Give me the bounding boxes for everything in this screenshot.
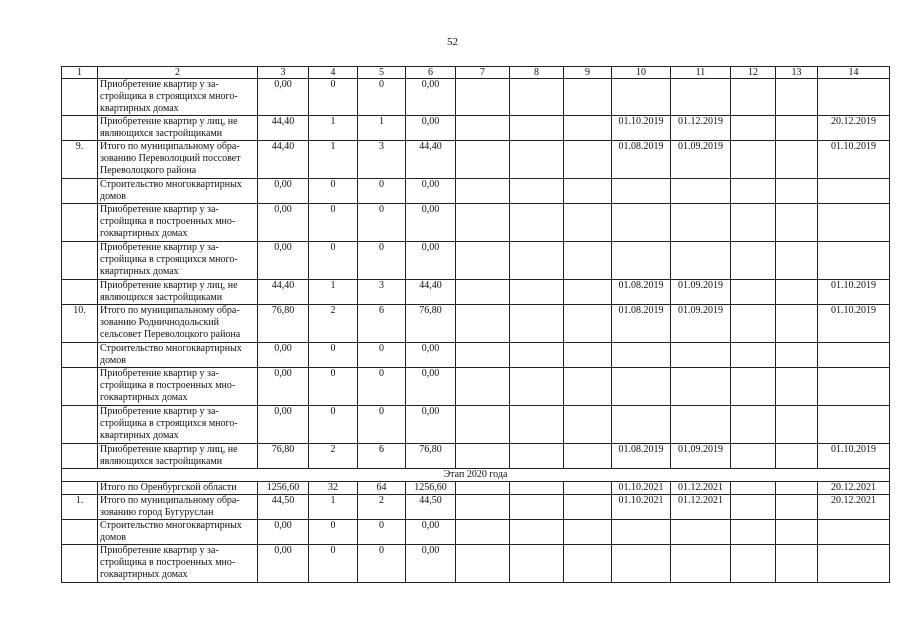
col-12-cell — [731, 305, 776, 343]
col-5-cell: 3 — [358, 141, 406, 179]
header-cell: 14 — [818, 67, 890, 79]
item-name-cell: Строительство многоквартирных домов — [98, 179, 258, 204]
col-10-cell — [612, 343, 671, 368]
col-7-cell — [456, 482, 510, 495]
col-3-cell: 0,00 — [258, 406, 309, 444]
col-12-cell — [731, 280, 776, 305]
col-4-cell: 1 — [309, 116, 358, 141]
item-name-cell: Приобретение квартир у за-стройщика в строящихся много-квартирных домах — [98, 406, 258, 444]
col-10-cell — [612, 204, 671, 242]
col-9-cell — [564, 444, 612, 469]
col-7-cell — [456, 116, 510, 141]
col-14-cell — [818, 545, 890, 583]
col-11-cell — [671, 343, 731, 368]
col-3-cell: 44,40 — [258, 280, 309, 305]
col-5-cell: 1 — [358, 116, 406, 141]
table-row — [62, 343, 890, 368]
col-9-cell — [564, 368, 612, 406]
col-13-cell — [776, 305, 818, 343]
header-cell: 3 — [258, 67, 309, 79]
item-name-cell: Приобретение квартир у за-стройщика в строящихся много-квартирных домах — [98, 242, 258, 280]
col-8-cell — [510, 545, 564, 583]
header-row — [62, 67, 890, 79]
col-5-cell: 0 — [358, 179, 406, 204]
col-4-cell: 2 — [309, 444, 358, 469]
col-9-cell — [564, 343, 612, 368]
col-8-cell — [510, 204, 564, 242]
item-name-cell: Строительство многоквартирных домов — [98, 520, 258, 545]
table-row — [62, 482, 890, 495]
col-8-cell — [510, 305, 564, 343]
item-name-cell: Итого по муниципальному обра-зованию Переволоцкий поссовет Переволоцкого района — [98, 141, 258, 179]
item-name-cell: Приобретение квартир у за-стройщика в построенных мно-гоквартирных домах — [98, 368, 258, 406]
table-row — [62, 495, 890, 520]
col-14-cell: 20.12.2019 — [818, 116, 890, 141]
col-6-cell: 1256,60 — [406, 482, 456, 495]
col-5-cell: 0 — [358, 368, 406, 406]
col-10-cell: 01.10.2021 — [612, 482, 671, 495]
col-12-cell — [731, 204, 776, 242]
col-6-cell: 76,80 — [406, 444, 456, 469]
col-6-cell: 0,00 — [406, 79, 456, 116]
row-number-cell — [62, 79, 98, 116]
col-11-cell — [671, 242, 731, 280]
col-12-cell — [731, 343, 776, 368]
col-14-cell: 20.12.2021 — [818, 482, 890, 495]
col-4-cell: 0 — [309, 179, 358, 204]
col-10-cell: 01.08.2019 — [612, 305, 671, 343]
table-row — [62, 368, 890, 406]
row-number-cell — [62, 368, 98, 406]
col-12-cell — [731, 141, 776, 179]
col-11-cell: 01.12.2019 — [671, 116, 731, 141]
col-13-cell — [776, 495, 818, 520]
col-7-cell — [456, 406, 510, 444]
col-12-cell — [731, 545, 776, 583]
row-number-cell — [62, 444, 98, 469]
item-name-cell: Итого по Оренбургской области — [98, 482, 258, 495]
table-row — [62, 242, 890, 280]
header-cell: 9 — [564, 67, 612, 79]
col-9-cell — [564, 280, 612, 305]
col-5-cell: 6 — [358, 444, 406, 469]
col-8-cell — [510, 406, 564, 444]
table-body — [62, 79, 890, 583]
col-12-cell — [731, 179, 776, 204]
col-9-cell — [564, 545, 612, 583]
col-13-cell — [776, 545, 818, 583]
col-8-cell — [510, 520, 564, 545]
row-number-cell — [62, 406, 98, 444]
col-11-cell — [671, 204, 731, 242]
col-10-cell: 01.08.2019 — [612, 444, 671, 469]
table-row — [62, 179, 890, 204]
col-6-cell: 0,00 — [406, 406, 456, 444]
col-4-cell: 0 — [309, 204, 358, 242]
col-8-cell — [510, 116, 564, 141]
header-cell: 4 — [309, 67, 358, 79]
col-13-cell — [776, 179, 818, 204]
col-11-cell: 01.09.2019 — [671, 141, 731, 179]
row-number-cell — [62, 520, 98, 545]
col-12-cell — [731, 368, 776, 406]
col-7-cell — [456, 545, 510, 583]
col-8-cell — [510, 79, 564, 116]
col-14-cell: 01.10.2019 — [818, 280, 890, 305]
col-11-cell: 01.12.2021 — [671, 495, 731, 520]
col-3-cell: 44,40 — [258, 141, 309, 179]
col-11-cell — [671, 368, 731, 406]
col-14-cell — [818, 242, 890, 280]
col-10-cell: 01.10.2019 — [612, 116, 671, 141]
table-row — [62, 141, 890, 179]
col-7-cell — [456, 141, 510, 179]
item-name-cell: Приобретение квартир у за-стройщика в строящихся много-квартирных домах — [98, 79, 258, 116]
col-4-cell: 0 — [309, 545, 358, 583]
col-4-cell: 1 — [309, 495, 358, 520]
col-8-cell — [510, 179, 564, 204]
col-14-cell: 20.12.2021 — [818, 495, 890, 520]
col-6-cell: 0,00 — [406, 242, 456, 280]
table-row — [62, 79, 890, 116]
col-4-cell: 2 — [309, 305, 358, 343]
col-14-cell: 01.10.2019 — [818, 141, 890, 179]
item-name-cell: Приобретение квартир у лиц, не являющихся застройщиками — [98, 444, 258, 469]
header-cell: 10 — [612, 67, 671, 79]
col-9-cell — [564, 179, 612, 204]
col-4-cell: 1 — [309, 280, 358, 305]
table-row — [62, 520, 890, 545]
row-number-cell — [62, 242, 98, 280]
col-6-cell: 44,40 — [406, 141, 456, 179]
col-10-cell — [612, 368, 671, 406]
col-8-cell — [510, 444, 564, 469]
col-5-cell: 0 — [358, 343, 406, 368]
col-3-cell: 76,80 — [258, 305, 309, 343]
table-row — [62, 305, 890, 343]
col-11-cell — [671, 406, 731, 444]
col-14-cell — [818, 79, 890, 116]
col-7-cell — [456, 305, 510, 343]
col-4-cell: 0 — [309, 520, 358, 545]
col-12-cell — [731, 242, 776, 280]
row-number-cell — [62, 204, 98, 242]
col-9-cell — [564, 116, 612, 141]
col-4-cell: 0 — [309, 242, 358, 280]
col-10-cell: 01.08.2019 — [612, 141, 671, 179]
col-4-cell: 0 — [309, 406, 358, 444]
col-6-cell: 0,00 — [406, 343, 456, 368]
col-13-cell — [776, 79, 818, 116]
col-12-cell — [731, 520, 776, 545]
col-8-cell — [510, 242, 564, 280]
col-6-cell: 0,00 — [406, 179, 456, 204]
row-number-cell — [62, 545, 98, 583]
col-3-cell: 76,80 — [258, 444, 309, 469]
col-8-cell — [510, 495, 564, 520]
col-14-cell: 01.10.2019 — [818, 444, 890, 469]
col-10-cell — [612, 406, 671, 444]
header-cell: 1 — [62, 67, 98, 79]
col-3-cell: 0,00 — [258, 368, 309, 406]
col-13-cell — [776, 482, 818, 495]
item-name-cell: Приобретение квартир у за-стройщика в построенных мно-гоквартирных домах — [98, 545, 258, 583]
col-12-cell — [731, 444, 776, 469]
col-5-cell: 0 — [358, 242, 406, 280]
col-9-cell — [564, 482, 612, 495]
col-13-cell — [776, 204, 818, 242]
col-11-cell: 01.12.2021 — [671, 482, 731, 495]
item-name-cell: Приобретение квартир у лиц, не являющихся застройщиками — [98, 116, 258, 141]
col-8-cell — [510, 482, 564, 495]
table-row — [62, 204, 890, 242]
col-5-cell: 0 — [358, 406, 406, 444]
col-5-cell: 3 — [358, 280, 406, 305]
col-10-cell — [612, 79, 671, 116]
col-6-cell: 0,00 — [406, 368, 456, 406]
col-4-cell: 1 — [309, 141, 358, 179]
col-7-cell — [456, 520, 510, 545]
col-13-cell — [776, 116, 818, 141]
col-12-cell — [731, 116, 776, 141]
col-13-cell — [776, 444, 818, 469]
header-cell: 5 — [358, 67, 406, 79]
col-11-cell — [671, 79, 731, 116]
row-number-cell: 10. — [62, 305, 98, 343]
row-number-cell — [62, 280, 98, 305]
stage-title: Этап 2020 года — [62, 469, 890, 482]
row-number-cell — [62, 116, 98, 141]
col-7-cell — [456, 79, 510, 116]
col-3-cell: 44,50 — [258, 495, 309, 520]
header-cell: 13 — [776, 67, 818, 79]
col-6-cell: 0,00 — [406, 520, 456, 545]
col-5-cell: 6 — [358, 305, 406, 343]
col-11-cell — [671, 520, 731, 545]
col-14-cell: 01.10.2019 — [818, 305, 890, 343]
table-row — [62, 116, 890, 141]
item-name-cell: Итого по муниципальному обра-зованию город Бугуруслан — [98, 495, 258, 520]
col-3-cell: 0,00 — [258, 179, 309, 204]
col-9-cell — [564, 204, 612, 242]
col-10-cell — [612, 242, 671, 280]
col-8-cell — [510, 141, 564, 179]
header-cell: 11 — [671, 67, 731, 79]
row-number-cell — [62, 482, 98, 495]
col-13-cell — [776, 280, 818, 305]
header-cell: 2 — [98, 67, 258, 79]
col-3-cell: 44,40 — [258, 116, 309, 141]
col-7-cell — [456, 495, 510, 520]
table-row — [62, 280, 890, 305]
col-7-cell — [456, 444, 510, 469]
table-header — [62, 67, 890, 79]
col-5-cell: 0 — [358, 520, 406, 545]
header-cell: 12 — [731, 67, 776, 79]
col-6-cell: 44,40 — [406, 280, 456, 305]
col-13-cell — [776, 141, 818, 179]
col-6-cell: 0,00 — [406, 545, 456, 583]
col-3-cell: 0,00 — [258, 343, 309, 368]
table-row — [62, 406, 890, 444]
table-row — [62, 545, 890, 583]
col-4-cell: 0 — [309, 79, 358, 116]
item-name-cell: Строительство многоквартирных домов — [98, 343, 258, 368]
col-13-cell — [776, 368, 818, 406]
col-5-cell: 0 — [358, 545, 406, 583]
col-10-cell — [612, 545, 671, 583]
col-14-cell — [818, 204, 890, 242]
col-9-cell — [564, 79, 612, 116]
col-5-cell: 0 — [358, 204, 406, 242]
item-name-cell: Итого по муниципальному обра-зованию Родничнодольский сельсовет Переволоцкого района — [98, 305, 258, 343]
data-table — [61, 66, 890, 583]
col-11-cell: 01.09.2019 — [671, 305, 731, 343]
col-5-cell: 2 — [358, 495, 406, 520]
col-3-cell: 0,00 — [258, 520, 309, 545]
page-number: 52 — [447, 36, 458, 48]
col-13-cell — [776, 343, 818, 368]
col-12-cell — [731, 79, 776, 116]
item-name-cell: Приобретение квартир у за-стройщика в построенных мно-гоквартирных домах — [98, 204, 258, 242]
col-11-cell — [671, 545, 731, 583]
col-12-cell — [731, 406, 776, 444]
col-3-cell: 0,00 — [258, 545, 309, 583]
col-9-cell — [564, 520, 612, 545]
col-14-cell — [818, 179, 890, 204]
col-7-cell — [456, 242, 510, 280]
col-9-cell — [564, 495, 612, 520]
col-3-cell: 0,00 — [258, 79, 309, 116]
col-14-cell — [818, 406, 890, 444]
col-14-cell — [818, 368, 890, 406]
col-9-cell — [564, 242, 612, 280]
col-7-cell — [456, 179, 510, 204]
col-11-cell: 01.09.2019 — [671, 444, 731, 469]
col-3-cell: 0,00 — [258, 242, 309, 280]
col-14-cell — [818, 520, 890, 545]
col-5-cell: 0 — [358, 79, 406, 116]
col-12-cell — [731, 482, 776, 495]
col-8-cell — [510, 368, 564, 406]
header-cell: 7 — [456, 67, 510, 79]
table-row — [62, 444, 890, 469]
col-9-cell — [564, 141, 612, 179]
col-4-cell: 32 — [309, 482, 358, 495]
col-13-cell — [776, 242, 818, 280]
col-7-cell — [456, 343, 510, 368]
col-3-cell: 1256,60 — [258, 482, 309, 495]
row-number-cell: 1. — [62, 495, 98, 520]
col-6-cell: 44,50 — [406, 495, 456, 520]
col-4-cell: 0 — [309, 368, 358, 406]
row-number-cell — [62, 343, 98, 368]
header-cell: 6 — [406, 67, 456, 79]
row-number-cell: 9. — [62, 141, 98, 179]
col-7-cell — [456, 280, 510, 305]
col-8-cell — [510, 280, 564, 305]
col-13-cell — [776, 406, 818, 444]
col-8-cell — [510, 343, 564, 368]
col-3-cell: 0,00 — [258, 204, 309, 242]
header-cell: 8 — [510, 67, 564, 79]
col-5-cell: 64 — [358, 482, 406, 495]
col-10-cell — [612, 520, 671, 545]
col-11-cell — [671, 179, 731, 204]
col-9-cell — [564, 406, 612, 444]
col-6-cell: 0,00 — [406, 204, 456, 242]
col-10-cell: 01.10.2021 — [612, 495, 671, 520]
col-11-cell: 01.09.2019 — [671, 280, 731, 305]
col-4-cell: 0 — [309, 343, 358, 368]
row-number-cell — [62, 179, 98, 204]
col-7-cell — [456, 204, 510, 242]
col-10-cell — [612, 179, 671, 204]
col-9-cell — [564, 305, 612, 343]
col-14-cell — [818, 343, 890, 368]
item-name-cell: Приобретение квартир у лиц, не являющихся застройщиками — [98, 280, 258, 305]
stage-row — [62, 469, 890, 482]
col-7-cell — [456, 368, 510, 406]
col-12-cell — [731, 495, 776, 520]
col-13-cell — [776, 520, 818, 545]
col-6-cell: 0,00 — [406, 116, 456, 141]
col-6-cell: 76,80 — [406, 305, 456, 343]
col-10-cell: 01.08.2019 — [612, 280, 671, 305]
